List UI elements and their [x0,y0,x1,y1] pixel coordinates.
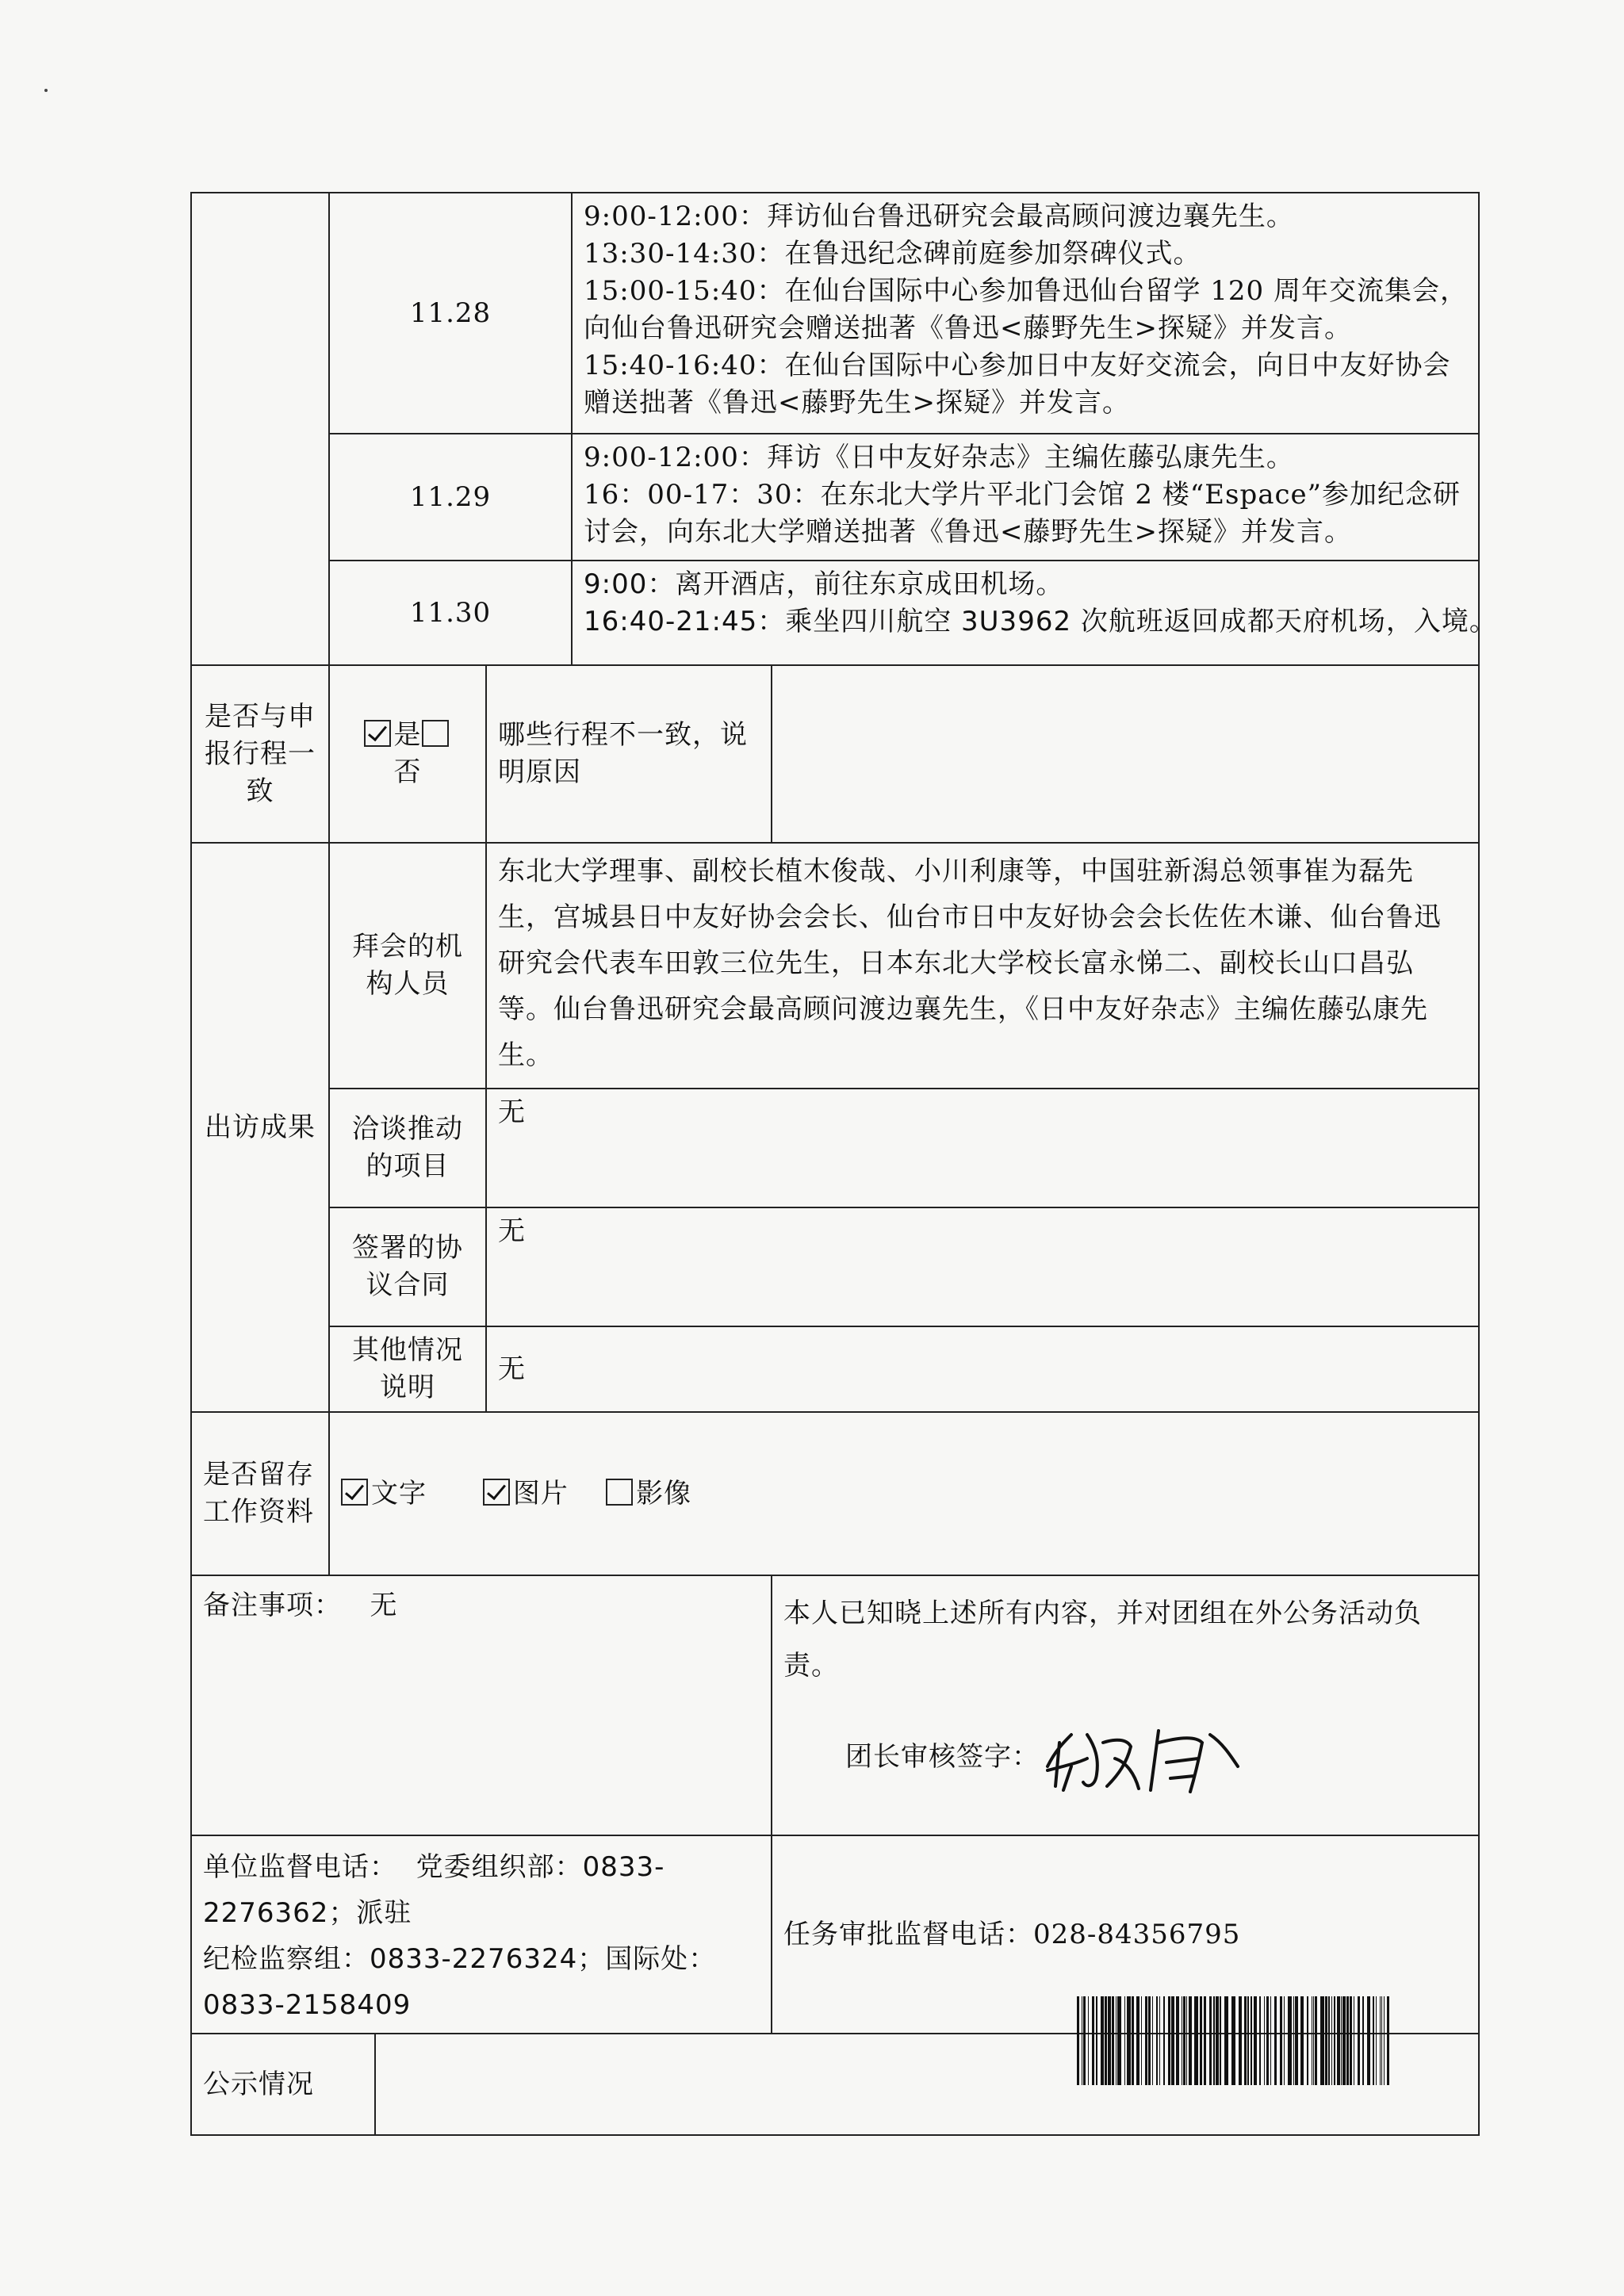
consistency-label: 是否与申报行程一致 [191,665,329,843]
barcode-bar [1159,1996,1160,2085]
remarks-row [191,1575,1479,1835]
approval-label: 任务审批监督电话： [783,1918,1033,1950]
schedule-line: 13:30-14:30：在鲁迅纪念碑前庭参加祭碑仪式。 [584,238,1201,270]
barcode-bar [1376,1996,1377,2085]
reason-value[interactable] [772,665,1479,843]
party-org-label: 党委组织部： [416,1851,583,1883]
materials-row [191,1412,1479,1575]
unit-supervision [191,1835,772,2034]
barcode-bar [1108,1996,1111,2085]
statement-text: 本人已知晓上述所有内容，并对团组在外公务活动负责。 [783,1598,1422,1682]
checkbox-empty-icon[interactable] [606,1479,633,1506]
barcode-bar [1117,1996,1121,2085]
barcode-bar [1331,1996,1332,2085]
barcode-bar [1384,1996,1385,2085]
barcode-bar [1163,1996,1165,2085]
barcode-bar [1168,1996,1170,2085]
barcode-bar [1362,1996,1364,2085]
materials-options [329,1412,1479,1575]
barcode-bar [1254,1996,1257,2085]
barcode-bar [1186,1996,1187,2085]
barcode-bar [1194,1996,1198,2085]
yes-option-label: 是 [393,719,422,751]
barcode-bar [1204,1996,1206,2085]
barcode-bar [1387,1996,1389,2085]
result-label: 签署的协议合同 [329,1207,486,1326]
barcode-bar [1313,1996,1314,2085]
discipline-prefix: ；派驻 [328,1897,412,1929]
schedule-date: 11.29 [329,434,572,561]
barcode-bar [1380,1996,1381,2085]
reason-label: 哪些行程不一致，说明原因 [498,719,748,788]
schedule-line: 15:40-16:40：在仙台国际中心参加日中友好交流会，向日中友好协会 [584,350,1451,381]
schedule-row [191,193,1479,434]
barcode-bar [1320,1996,1324,2085]
schedule-activities [572,434,1479,561]
schedule-left-blank [191,193,329,665]
overseas-visit-form [190,192,1497,2136]
barcode-bar [1239,1996,1242,2085]
material-option-label: 图片 [512,1477,569,1510]
barcode-bar [1264,1996,1265,2085]
barcode [1077,1996,1394,2085]
barcode-bar [1152,1996,1153,2085]
intl-phone: 0833-2158409 [203,1989,412,2021]
barcode-bar [1096,1996,1097,2085]
barcode-bar [1251,1996,1252,2085]
barcode-bar [1112,1996,1114,2085]
discipline-phone: 0833-2276324 [370,1943,578,1975]
barcode-bar [1266,1996,1269,2085]
barcode-bar [1105,1996,1107,2085]
barcode-bar [1315,1996,1317,2085]
barcode-bar [1141,1996,1142,2085]
barcode-bar [1325,1996,1327,2085]
barcode-bar [1293,1996,1294,2085]
barcode-bar [1189,1996,1192,2085]
publicity-label: 公示情况 [192,2034,376,2134]
handwritten-signature [1040,1719,1254,1798]
consistency-options [329,665,486,843]
approval-phone: 028-84356795 [1033,1918,1241,1950]
barcode-bar [1077,1996,1079,2085]
schedule-line: 16:40-21:45：乘坐四川航空 3U3962 次航班返回成都天府机场，入境。 [584,606,1497,637]
no-option-label: 否 [393,756,422,788]
remarks-label: 备注事项： [203,1590,342,1621]
barcode-bar [1274,1996,1277,2085]
schedule-row [191,434,1479,561]
barcode-bar [1101,1996,1104,2085]
schedule-line: 讨会，向东北大学赠送拙著《鲁迅<藤野先生>探疑》并发言。 [584,516,1352,548]
schedule-date: 11.28 [329,193,572,434]
barcode-bar [1171,1996,1174,2085]
results-row [191,1089,1479,1207]
materials-label: 是否留存工作资料 [191,1412,329,1575]
result-label: 拜会的机构人员 [329,843,486,1089]
checkbox-empty-icon[interactable] [422,720,449,747]
result-label: 洽谈推动的项目 [329,1089,486,1207]
schedule-line: 向仙台鲁迅研究会赠送拙著《鲁迅<藤野先生>探疑》并发言。 [584,312,1352,344]
speck [44,89,48,92]
result-value: 东北大学理事、副校长植木俊哉、小川利康等，中国驻新潟总领事崔为磊先生，宫城县日中友好协会会长、仙台市日中友好协会会长佐佐木谦、仙台鲁迅研究会代表车田敦三位先生，日本东北大学校长富永悌二、副校长山口昌弘等。仙台鲁迅研究会最高顾问渡边襄先生，《日中友好杂志》主编佐藤弘康先生。 [486,843,1479,1089]
schedule-line: 9:00-12:00：拜访仙台鲁迅研究会最高顾问渡边襄先生。 [584,201,1294,232]
barcode-bar [1358,1996,1360,2085]
schedule-activities [572,561,1497,665]
barcode-bar [1334,1996,1335,2085]
schedule-date: 11.30 [329,561,572,665]
barcode-bar [1381,1996,1382,2085]
barcode-bar [1337,1996,1340,2085]
barcode-bar [1307,1996,1308,2085]
barcode-bar [1132,1996,1134,2085]
barcode-bar [1342,1996,1346,2085]
barcode-bar [1244,1996,1247,2085]
barcode-bar [1176,1996,1179,2085]
barcode-bar [1346,1996,1349,2085]
barcode-bar [1350,1996,1352,2085]
signature-block [845,1719,1254,1798]
schedule-line: 15:00-15:40：在仙台国际中心参加鲁迅仙台留学 120 周年交流集会， [584,275,1468,307]
barcode-bar [1148,1996,1151,2085]
barcode-bar [1259,1996,1261,2085]
remarks-cell [191,1575,772,1835]
checkbox-checked-icon[interactable] [341,1479,368,1506]
barcode-bar [1295,1996,1298,2085]
sign-label: 团长审核签字： [845,1741,1040,1773]
unit-label: 单位监督电话： [203,1851,397,1883]
barcode-bar [1300,1996,1304,2085]
barcode-bar [1247,1996,1249,2085]
results-row [191,1207,1479,1326]
barcode-bar [1367,1996,1370,2085]
barcode-bar [1156,1996,1158,2085]
result-label: 其他情况说明 [329,1326,486,1412]
result-value: 无 [486,1326,1479,1412]
barcode-bar [1127,1996,1131,2085]
barcode-bar [1088,1996,1089,2085]
schedule-line: 16：00-17：30：在东北大学片平北门会馆 2 楼“Espace”参加纪念研 [584,479,1461,511]
barcode-bar [1280,1996,1282,2085]
result-value: 无 [486,1089,1479,1207]
barcode-bar [1328,1996,1330,2085]
schedule-line: 9:00-12:00：拜访《日中友好杂志》主编佐藤弘康先生。 [584,442,1294,473]
barcode-bar [1288,1996,1292,2085]
checkbox-checked-icon[interactable] [364,720,391,747]
barcode-bar [1216,1996,1219,2085]
barcode-bar [1124,1996,1125,2085]
reason-label-cell [486,665,772,843]
statement-cell [772,1575,1479,1835]
schedule-row [191,561,1479,665]
barcode-bar [1092,1996,1094,2085]
barcode-bar [1213,1996,1215,2085]
barcode-bar [1209,1996,1212,2085]
discipline-label: 纪检监察组： [203,1943,370,1975]
results-row [191,843,1479,1089]
schedule-activities [572,193,1479,434]
material-option-label: 影像 [636,1477,692,1510]
barcode-bar [1224,1996,1228,2085]
barcode-bar [1083,1996,1086,2085]
barcode-bar [1220,1996,1221,2085]
schedule-line: 赠送拙著《鲁迅<藤野先生>探疑》并发言。 [584,387,1130,419]
material-option-label: 文字 [371,1477,427,1510]
barcode-bar [1231,1996,1235,2085]
remarks-value: 无 [370,1590,398,1621]
barcode-bar [1145,1996,1147,2085]
barcode-bar [1136,1996,1139,2085]
barcode-bar [1183,1996,1185,2085]
intl-label: ；国际处： [577,1943,717,1975]
results-section-label: 出访成果 [191,843,329,1412]
barcode-bar [1270,1996,1271,2085]
barcode-bar [1284,1996,1285,2085]
barcode-bar [1200,1996,1202,2085]
schedule-line: 9:00：离开酒店，前往东京成田机场。 [584,568,1064,600]
barcode-bar [1341,1996,1342,2085]
result-value: 无 [486,1207,1479,1326]
results-row [191,1326,1479,1412]
consistency-row [191,665,1479,843]
barcode-bar [1373,1996,1374,2085]
party-org-phone: 0833-2276362 [203,1851,665,1929]
checkbox-checked-icon[interactable] [483,1479,510,1506]
